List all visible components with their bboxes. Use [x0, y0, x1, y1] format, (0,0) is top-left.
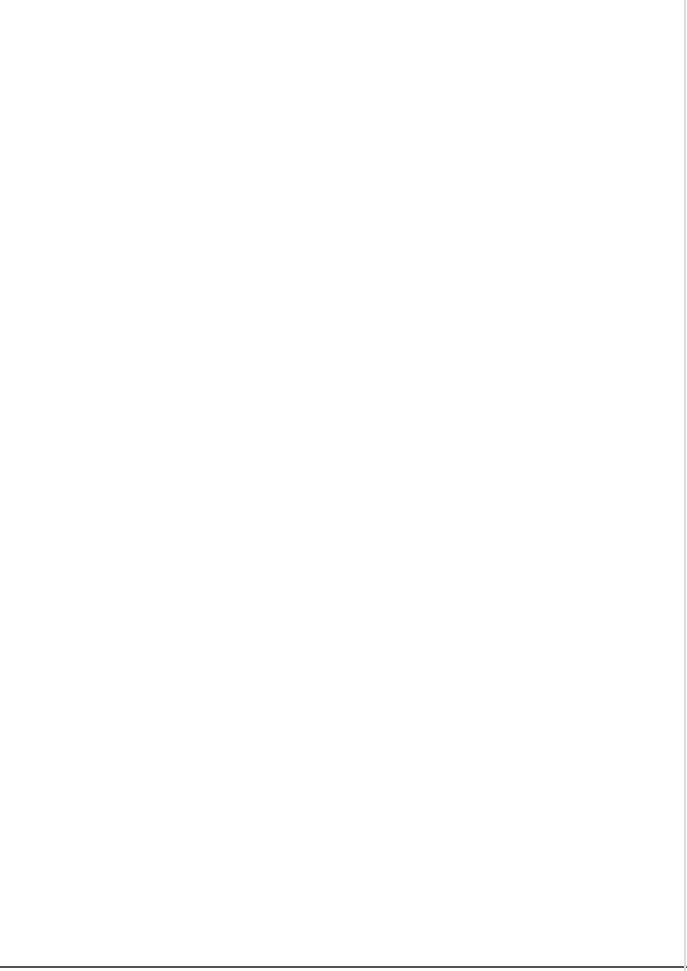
page-edge: [0, 966, 687, 968]
page-edge-right: [684, 0, 686, 971]
